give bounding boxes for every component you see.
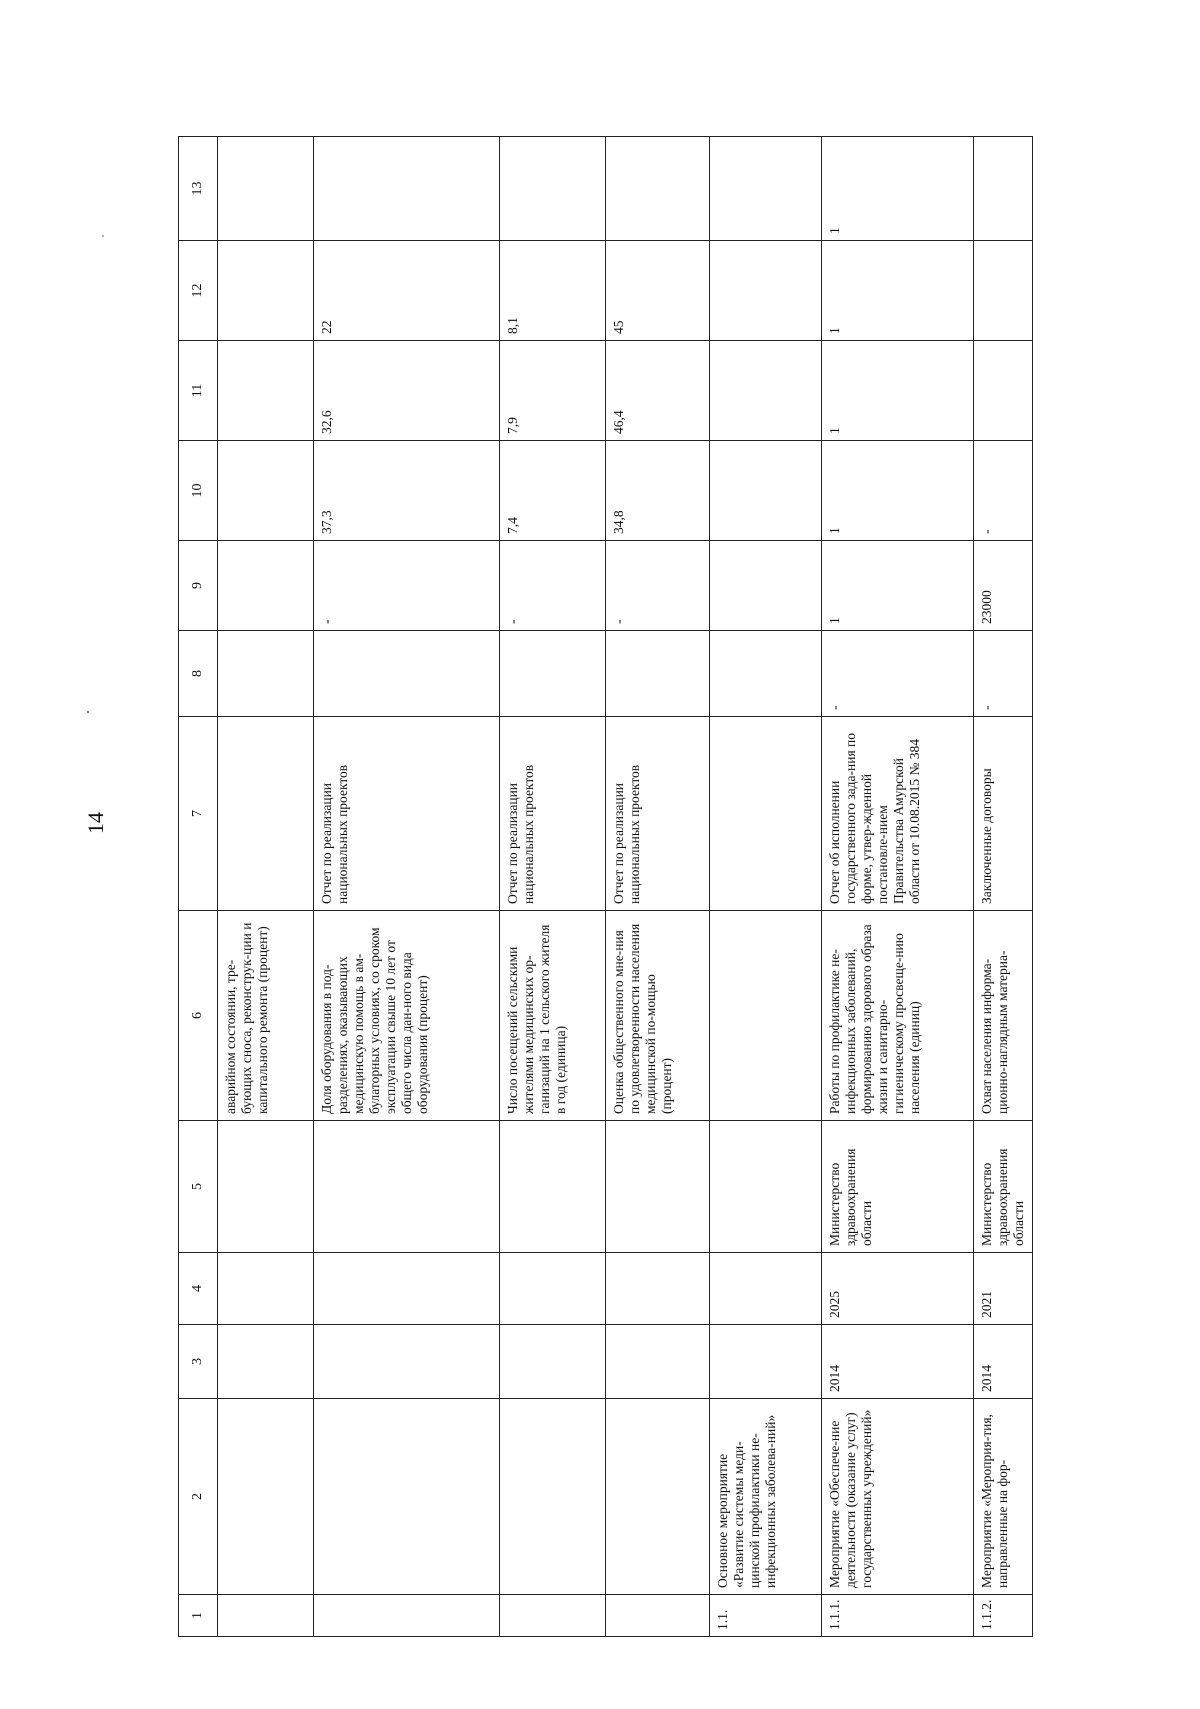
cell-name [218,1399,314,1595]
cell-source [710,717,822,911]
cell-value: 34,8 [606,441,710,541]
cell-end-year [710,1253,822,1325]
cell-value: - [606,541,710,631]
cell-value [606,137,710,241]
header-cell: 12 [179,241,218,341]
header-cell: 1 [179,1595,218,1637]
cell-value [974,341,1033,441]
cell-source: Отчет по реализации национальных проектов [500,717,606,911]
cell-value: 7,9 [500,341,606,441]
cell-value [710,541,822,631]
table-row [314,137,500,1637]
table-row [822,137,974,1637]
cell-start-year: 2014 [974,1325,1033,1399]
cell-executor [606,1121,710,1253]
header-cell: 5 [179,1121,218,1253]
cell-start-year [314,1325,500,1399]
cell-value: - [974,441,1033,541]
cell-name: Мероприятие «Мероприя-тия, направленные на фор- [974,1399,1033,1595]
cell-executor [314,1121,500,1253]
cell-value [710,137,822,241]
header-cell: 3 [179,1325,218,1399]
header-cell: 2 [179,1399,218,1595]
cell-value [218,341,314,441]
cell-executor: Министерство здравоохранения области [822,1121,974,1253]
cell-name [314,1399,500,1595]
table-row [500,137,606,1637]
cell-source: Заключенные договоры [974,717,1033,911]
cell-value: 1 [822,341,974,441]
header-cell: 9 [179,541,218,631]
cell-indicator: Число посещений сельскими жителями медицинских ор-ганизаций на 1 сельского жителя в год (единица) [500,911,606,1121]
cell-value [218,541,314,631]
cell-value [218,241,314,341]
cell-number: 1.1.2. [974,1595,1033,1637]
cell-indicator: Охват населения информа-ционно-наглядным материа- [974,911,1033,1121]
cell-value: - [314,541,500,631]
cell-start-year [218,1325,314,1399]
cell-end-year [218,1253,314,1325]
cell-number: 1.1. [710,1595,822,1637]
cell-name [606,1399,710,1595]
cell-value [218,631,314,717]
cell-executor: Министерство здравоохранения области [974,1121,1033,1253]
cell-value: - [974,631,1033,717]
header-row [179,137,218,1637]
cell-number [218,1595,314,1637]
cell-source: Отчет об исполнении государственного зада-ния по форме, утвер-жденной постановле-нием Правительства Амурской области от 10.08.2015 № 384 [822,717,974,911]
cell-value [218,441,314,541]
cell-indicator: аварийном состоянии, тре-бующих сноса, реконструк-ции и капитального ремонта (процент) [218,911,314,1121]
header-cell: 8 [179,631,218,717]
cell-source: Отчет по реализации национальных проектов [314,717,500,911]
header-cell: 7 [179,717,218,911]
header-cell: 11 [179,341,218,441]
page-number: 14 [83,812,108,834]
cell-name: Основное мероприятие «Развитие системы меди-цинской профилактики не-инфекционных заболева-ний» [710,1399,822,1595]
cell-value [974,137,1033,241]
cell-start-year [500,1325,606,1399]
cell-end-year: 2025 [822,1253,974,1325]
cell-value [710,631,822,717]
cell-indicator [710,911,822,1121]
cell-value: 45 [606,241,710,341]
cell-start-year [710,1325,822,1399]
cell-indicator: Оценка общественного мне-ния по удовлетворенности населения медицинской по-мощью (процент) [606,911,710,1121]
cell-number [500,1595,606,1637]
table-row [218,137,314,1637]
cell-value [606,631,710,717]
cell-executor [710,1121,822,1253]
cell-value [314,631,500,717]
header-cell: 6 [179,911,218,1121]
cell-executor [218,1121,314,1253]
cell-value [500,631,606,717]
cell-value [500,137,606,241]
cell-source: Отчет по реализации национальных проектов [606,717,710,911]
cell-number: 1.1.1. [822,1595,974,1637]
cell-value [710,441,822,541]
cell-value: - [822,631,974,717]
table-row [606,137,710,1637]
cell-end-year [314,1253,500,1325]
cell-start-year: 2014 [822,1325,974,1399]
cell-value: - [500,541,606,631]
cell-value [218,137,314,241]
header-cell: 4 [179,1253,218,1325]
cell-end-year [500,1253,606,1325]
table-rotated-container [178,137,1033,1637]
header-cell: 10 [179,441,218,541]
cell-value: 32,6 [314,341,500,441]
speck [102,235,104,237]
table-row [710,137,822,1637]
cell-value: 7,4 [500,441,606,541]
cell-value: 8,1 [500,241,606,341]
cell-end-year [606,1253,710,1325]
cell-value [314,137,500,241]
cell-source [218,717,314,911]
cell-indicator: Доля оборудования в под-разделениях, оказывающих медицинскую помощь в ам-булаторных условиях, со сроком эксплуатации свыше 10 лет от общего числа дан-ного вида оборудования (процент) [314,911,500,1121]
cell-indicator: Работы по профилактике не-инфекционных заболеваний, формированию здорового образа жизни и санитарно-гигиеническому просвеще-нию населения (единиц) [822,911,974,1121]
cell-value: 46,4 [606,341,710,441]
cell-value: 1 [822,241,974,341]
table-row [974,137,1033,1637]
cell-value [974,241,1033,341]
cell-value [710,341,822,441]
header-cell: 13 [179,137,218,241]
data-table [178,136,1033,1637]
cell-value: 23000 [974,541,1033,631]
cell-number [314,1595,500,1637]
cell-end-year: 2021 [974,1253,1033,1325]
speck [87,711,89,713]
cell-value: 1 [822,137,974,241]
cell-value: 22 [314,241,500,341]
cell-number [606,1595,710,1637]
cell-name: Мероприятие «Обеспече-ние деятельности (оказание услуг) государственных учреждений» [822,1399,974,1595]
cell-value: 37,3 [314,441,500,541]
cell-start-year [606,1325,710,1399]
cell-value: 1 [822,441,974,541]
cell-value: 1 [822,541,974,631]
cell-name [500,1399,606,1595]
cell-value [710,241,822,341]
cell-executor [500,1121,606,1253]
